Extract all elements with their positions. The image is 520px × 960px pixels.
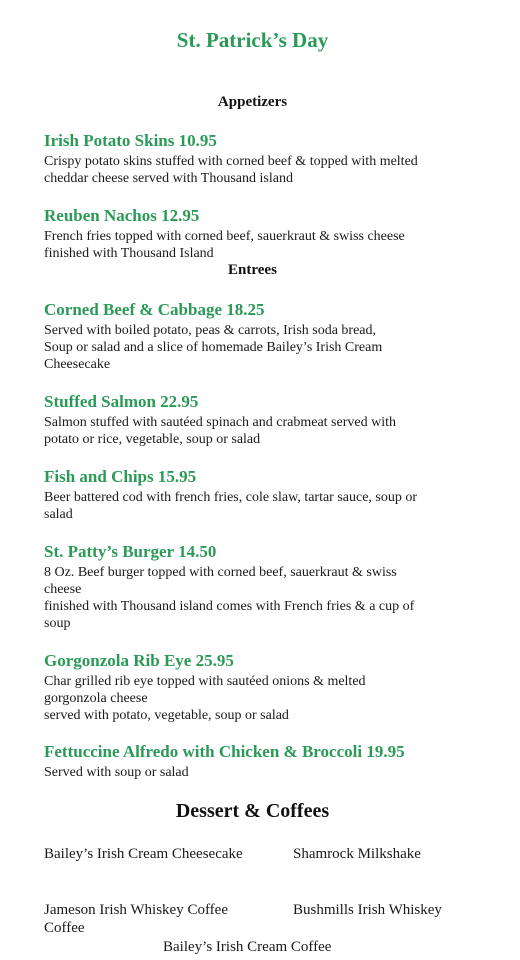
- dessert-item: Shamrock Milkshake: [293, 846, 421, 862]
- description-line: Beer battered cod with french fries, cole slaw, tartar sauce, soup or: [44, 490, 418, 505]
- description-line: Served with boiled potato, peas & carrots, Irish soda bread,: [44, 323, 377, 338]
- menu-item-description: [44, 228, 464, 262]
- description-line: salad: [44, 507, 73, 522]
- menu-item-description: [44, 673, 464, 724]
- menu-item-name: Stuffed Salmon 22.95: [44, 392, 199, 411]
- description-line: served with potato, vegetable, soup or salad: [44, 708, 289, 723]
- menu-item-description: [44, 153, 464, 187]
- menu-item-name: Gorgonzola Rib Eye 25.95: [44, 651, 234, 670]
- description-line: gorgonzola cheese: [44, 691, 148, 706]
- description-line: Served with soup or salad: [44, 765, 189, 780]
- section-heading-entrees: Entrees: [228, 262, 277, 278]
- description-line: Soup or salad and a slice of homemade Bailey’s Irish Cream: [44, 340, 383, 355]
- description-line: finished with Thousand island comes with French fries & a cup of: [44, 599, 415, 614]
- menu-item-name: St. Patty’s Burger 14.50: [44, 542, 217, 561]
- menu-item-name: Fettuccine Alfredo with Chicken & Broccoli 19.95: [44, 742, 405, 761]
- menu-item-description: [44, 489, 464, 523]
- description-line: Salmon stuffed with sautéed spinach and crabmeat served with: [44, 415, 396, 430]
- menu-item-name: Fish and Chips 15.95: [44, 467, 197, 486]
- dessert-item: Bailey’s Irish Cream Cheesecake: [44, 846, 243, 862]
- description-line: 8 Oz. Beef burger topped with corned beef, sauerkraut & swiss: [44, 565, 397, 580]
- menu-item-description: [44, 322, 464, 373]
- menu-item-description: [44, 764, 464, 781]
- section-heading-appetizers: Appetizers: [217, 94, 288, 110]
- description-line: Cheesecake: [44, 357, 111, 372]
- menu-item-description: [44, 414, 464, 448]
- dessert-item: Bushmills Irish Whiskey: [293, 902, 442, 918]
- dessert-item: Jameson Irish Whiskey Coffee: [44, 902, 228, 918]
- description-line: cheddar cheese served with Thousand island: [44, 171, 293, 186]
- description-line: cheese: [44, 582, 82, 597]
- menu-item-name: Reuben Nachos 12.95: [44, 206, 200, 225]
- description-line: French fries topped with corned beef, sauerkraut & swiss cheese: [44, 229, 405, 244]
- dessert-item: Bailey’s Irish Cream Coffee: [163, 939, 332, 955]
- page-title: St. Patrick’s Day: [176, 28, 329, 52]
- description-line: potato or rice, vegetable, soup or salad: [44, 432, 261, 447]
- dessert-item: Coffee: [44, 920, 85, 936]
- section-heading-desserts: Dessert & Coffees: [175, 800, 330, 822]
- description-line: soup: [44, 616, 71, 631]
- description-line: Crispy potato skins stuffed with corned beef & topped with melted: [44, 154, 418, 169]
- description-line: finished with Thousand Island: [44, 246, 214, 261]
- menu-item-name: Corned Beef & Cabbage 18.25: [44, 300, 265, 319]
- description-line: Char grilled rib eye topped with sautéed onions & melted: [44, 674, 366, 689]
- menu-item-name: Irish Potato Skins 10.95: [44, 131, 217, 150]
- menu-item-description: [44, 564, 464, 632]
